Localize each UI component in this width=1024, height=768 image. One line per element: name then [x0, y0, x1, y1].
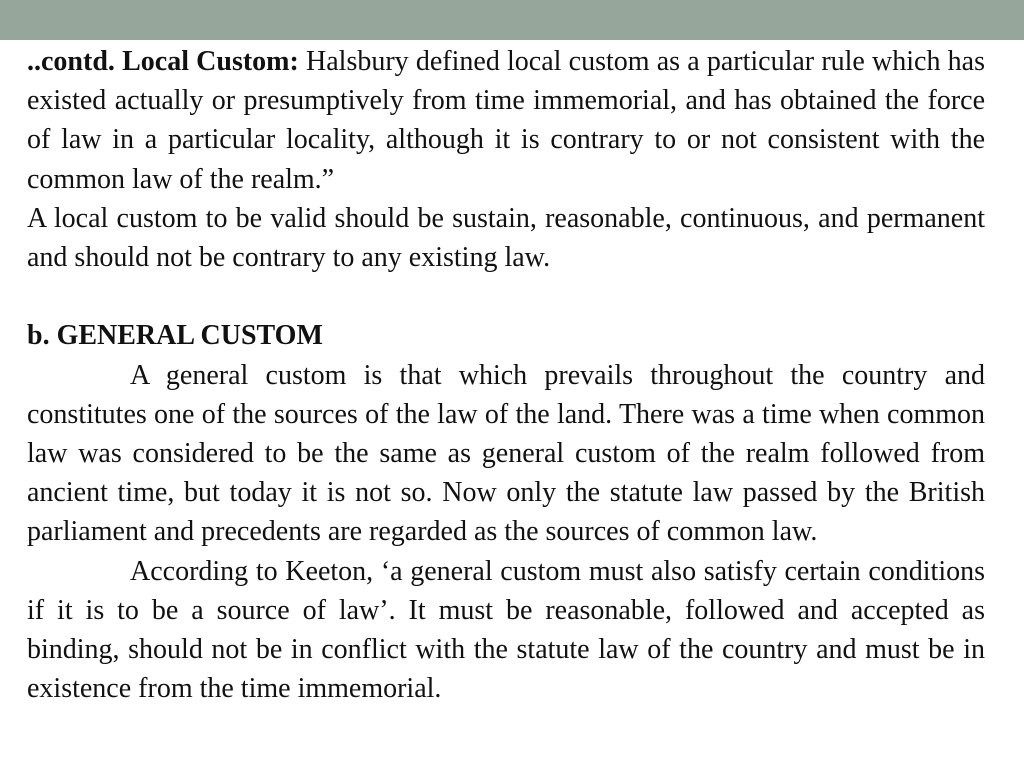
- paragraph-spacer: [27, 277, 985, 316]
- header-bar: [0, 0, 1024, 40]
- general-custom-heading: [27, 316, 985, 355]
- general-custom-paragraph-2: According to Keeton, ‘a general custom must also satisfy certain conditions if it is to be a source of law’. It must be reasonable, followed and accepted as binding, should not be in conflict with the statute law of the country and must be in existence from the time immemorial.: [27, 555, 985, 705]
- local-custom-validity: A local custom to be valid should be sustain, reasonable, continuous, and permanent and should not be contrary to any existing law.: [27, 202, 985, 274]
- local-custom-definition: Halsbury defined local custom as a particular rule which has existed actually or presumptively from time immemorial, and has obtained the force of law in a particular locality, although it is contrary to or not consistent with the common law of the realm.”: [27, 46, 985, 195]
- local-custom-paragraph: [27, 42, 985, 199]
- general-custom-paragraph-1: A general custom is that which prevails throughout the country and constitutes one of the sources of the law of the land. There was a time when common law was considered to be the same as general custom of the realm followed from ancient time, but today it is not so. Now only the statute law passed by the British parliament and precedents are regarded as the sources of common law.: [27, 359, 985, 548]
- general-custom-heading-text: b. GENERAL CUSTOM: [27, 320, 323, 352]
- local-custom-label: ..contd. Local Custom:: [27, 46, 299, 77]
- slide-body: [27, 42, 985, 708]
